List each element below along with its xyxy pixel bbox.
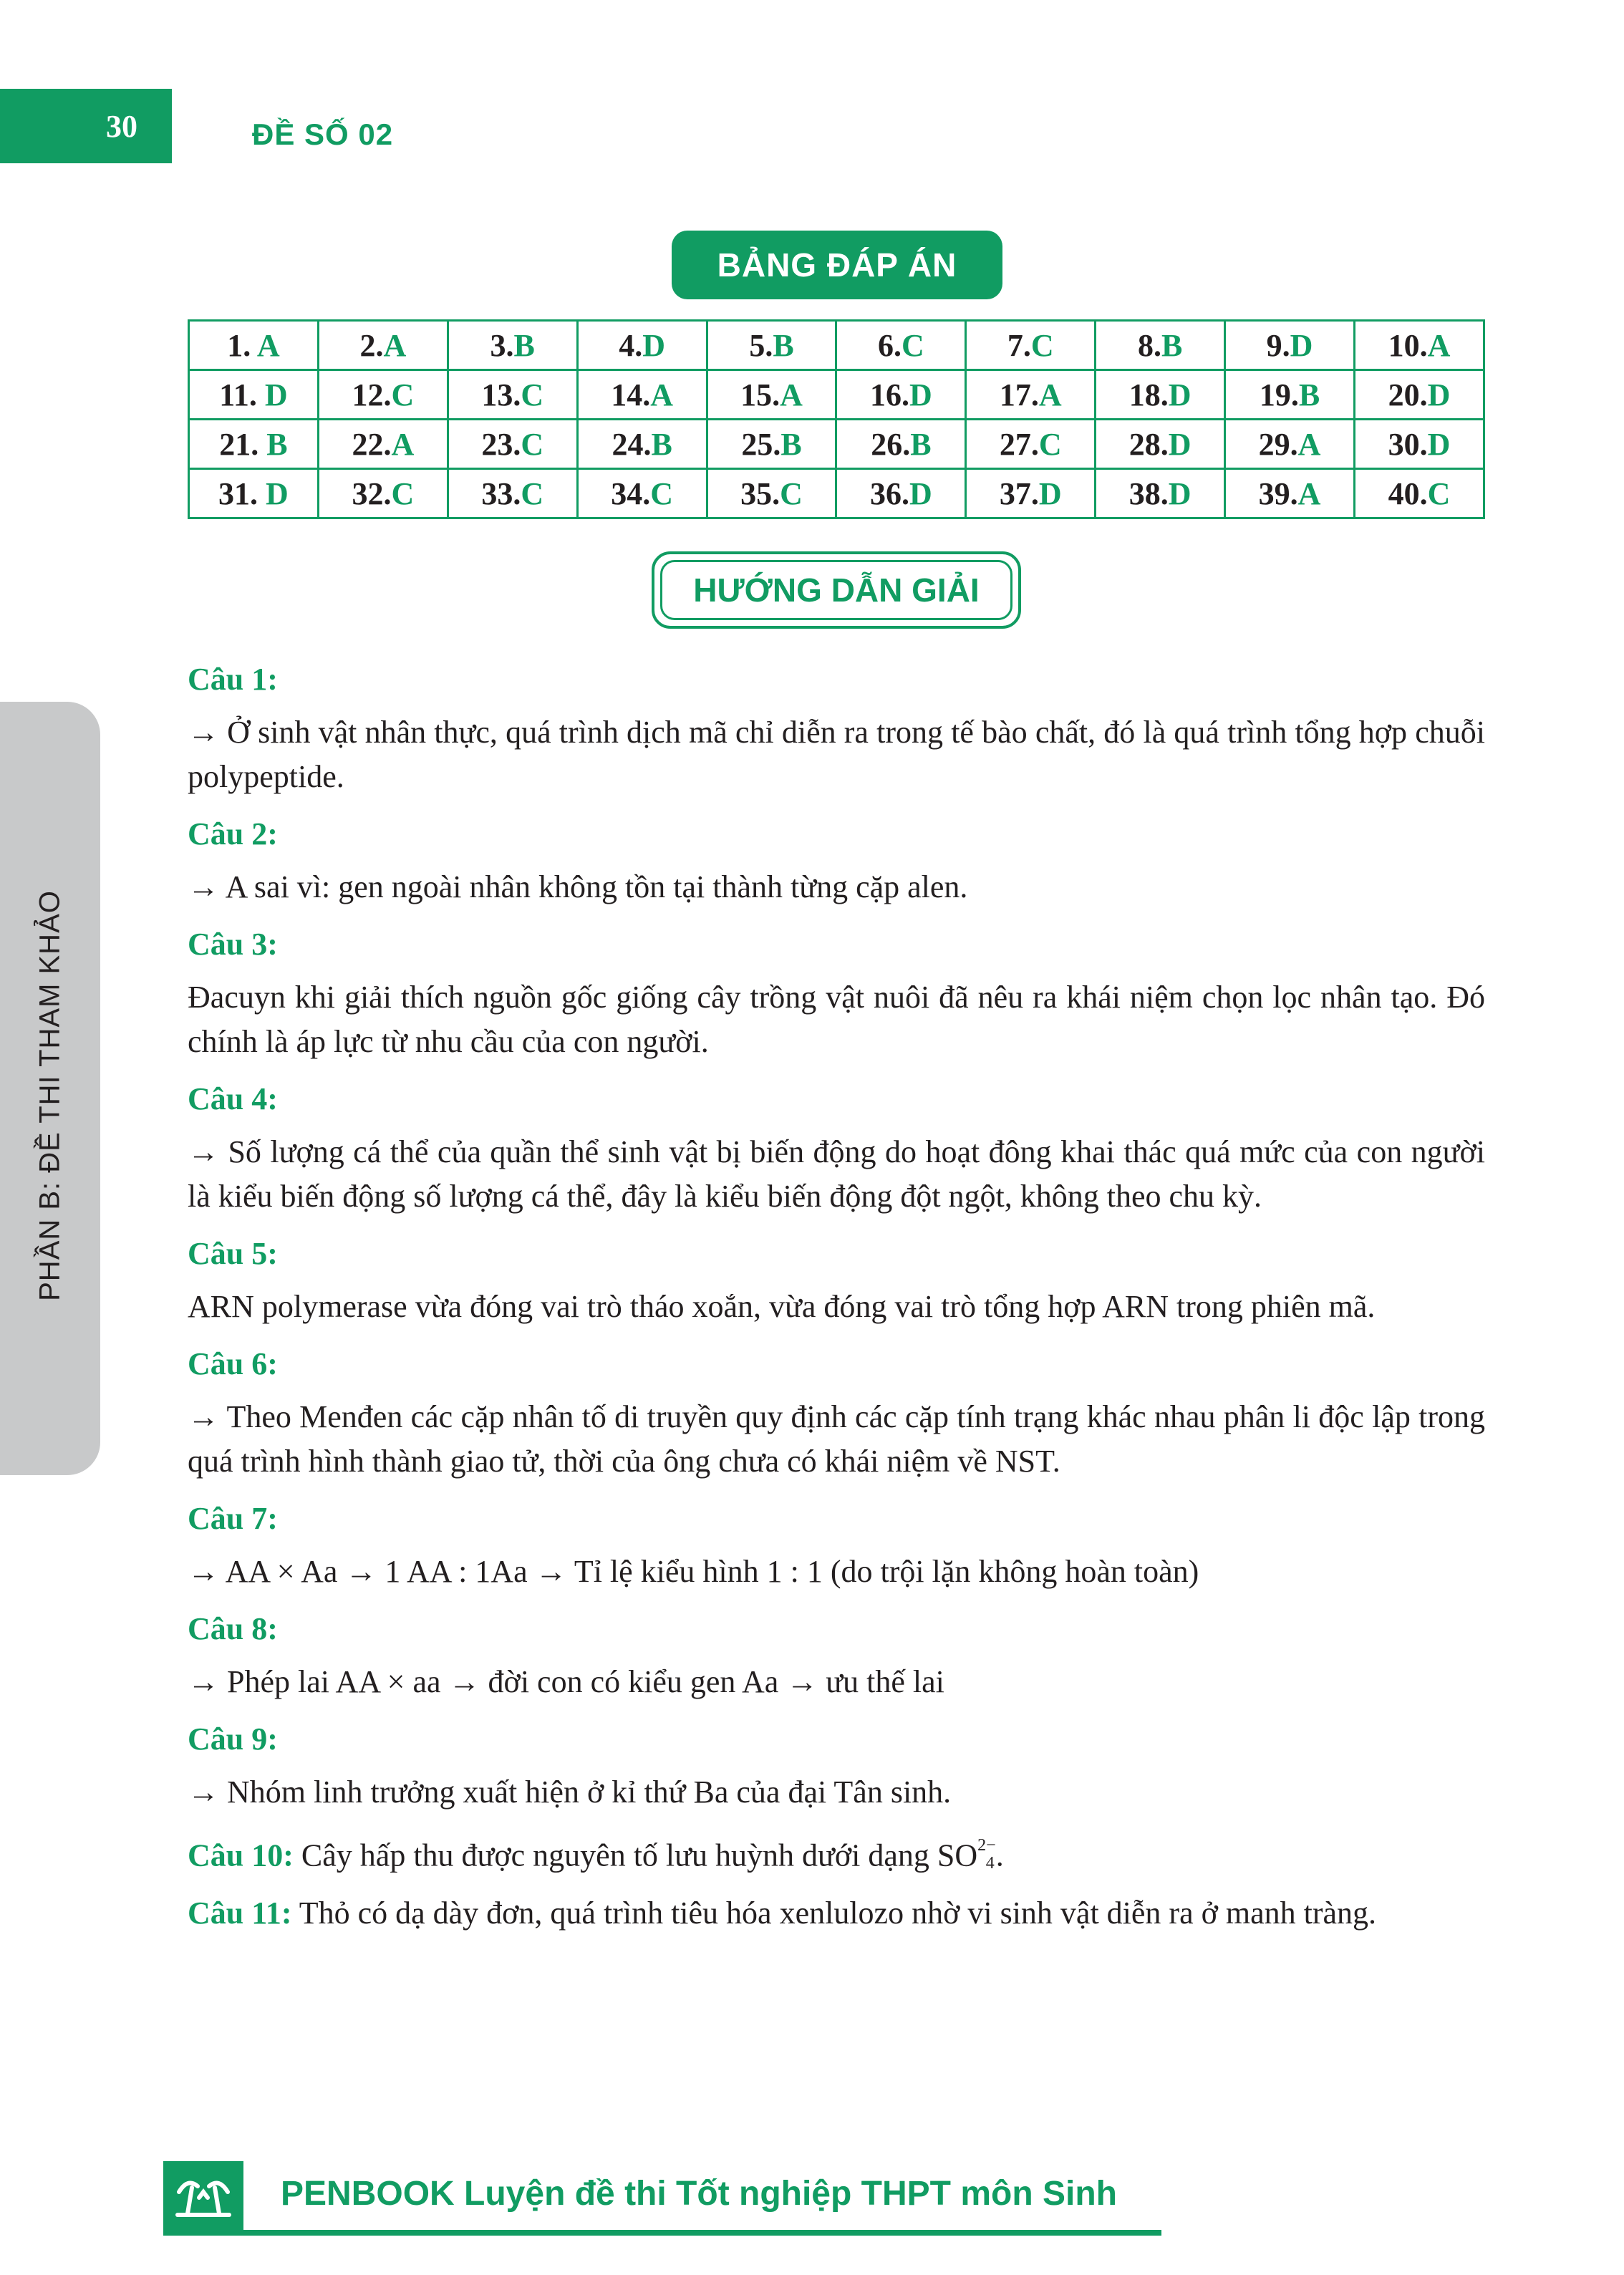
answer-cell bbox=[577, 370, 707, 420]
answer-cell bbox=[448, 469, 577, 518]
answer-letter: D bbox=[1427, 426, 1451, 462]
question-answer: → Theo Menđen các cặp nhân tố di truyền quy định các cặp tính trạng khác nhau phân li độc lập trong quá trình hình thành giao tử, thời của ông chưa có khái niệm về NST. bbox=[188, 1399, 1485, 1479]
question-number: 10. bbox=[1388, 327, 1428, 363]
answer-cell bbox=[966, 321, 1096, 370]
exam-title: ĐỀ SỐ 02 bbox=[252, 117, 394, 151]
answer-cell bbox=[836, 420, 966, 469]
answer-letter: B bbox=[910, 426, 932, 462]
page-number: 30 bbox=[0, 89, 172, 163]
sulfate-formula bbox=[937, 1827, 996, 1878]
answer-letter: D bbox=[1168, 426, 1192, 462]
question-title: Câu 2: bbox=[188, 816, 278, 851]
question-answer: ARN polymerase vừa đóng vai trò tháo xoắn, vừa đóng vai trò tổng hợp ARN trong phiên mã. bbox=[188, 1289, 1376, 1324]
question-answer: → Ở sinh vật nhân thực, quá trình dịch mã chỉ diễn ra trong tế bào chất, đó là quá trình tổng hợp chuỗi polypeptide. bbox=[188, 715, 1485, 794]
answer-letter: A bbox=[650, 377, 673, 412]
answer-cell bbox=[1096, 420, 1225, 469]
question-number: 26. bbox=[871, 426, 911, 462]
question-number: 18. bbox=[1128, 377, 1169, 412]
answer-cell bbox=[448, 420, 577, 469]
question-title: Câu 7: bbox=[188, 1501, 278, 1536]
question-number: 3. bbox=[490, 327, 514, 363]
question-number: 17. bbox=[999, 377, 1039, 412]
answer-cell bbox=[189, 370, 319, 420]
question-number: 39. bbox=[1258, 475, 1298, 511]
answer-key-heading: BẢNG ĐÁP ÁN bbox=[672, 231, 1002, 299]
formula-subscript: 4 bbox=[985, 1853, 995, 1873]
answer-cell bbox=[836, 469, 966, 518]
question-number: 24. bbox=[612, 426, 652, 462]
answer-letter: A bbox=[256, 327, 280, 363]
answer-letter: C bbox=[1030, 327, 1054, 363]
answer-letter: D bbox=[1038, 475, 1062, 511]
question-number: 4. bbox=[619, 327, 643, 363]
answer-cell bbox=[1355, 370, 1484, 420]
question-title: Câu 8: bbox=[188, 1611, 278, 1646]
answer-cell bbox=[707, 469, 836, 518]
answer-row bbox=[189, 321, 1484, 370]
answer-cell bbox=[1355, 321, 1484, 370]
answer-letter: A bbox=[1038, 377, 1062, 412]
question-10 bbox=[188, 1827, 1485, 1878]
answer-cell bbox=[189, 420, 319, 469]
answer-row bbox=[189, 370, 1484, 420]
answer-cell bbox=[577, 469, 707, 518]
answer-cell bbox=[577, 420, 707, 469]
answer-cell bbox=[1096, 469, 1225, 518]
answer-letter: A bbox=[383, 327, 407, 363]
answer-letter: B bbox=[773, 327, 794, 363]
penbook-logo-icon bbox=[163, 2161, 243, 2230]
answer-letter: C bbox=[521, 426, 544, 462]
answer-letter: C bbox=[902, 327, 924, 363]
question-number: 13. bbox=[481, 377, 521, 412]
question-answer: → Nhóm linh trưởng xuất hiện ở kỉ thứ Ba của đại Tân sinh. bbox=[188, 1774, 952, 1810]
answer-cell bbox=[966, 420, 1096, 469]
question-number: 16. bbox=[870, 377, 909, 412]
answer-cell bbox=[189, 321, 319, 370]
question-number: 20. bbox=[1388, 377, 1428, 412]
formula-charge: 2− bbox=[977, 1836, 996, 1855]
answer-letter: D bbox=[909, 475, 932, 511]
answer-letter: D bbox=[1290, 327, 1313, 363]
question-answer: → Phép lai AA × aa → đời con có kiểu gen Aa → ưu thế lai bbox=[188, 1664, 944, 1699]
question-answer: → Số lượng cá thể của quần thể sinh vật bị biến động do hoạt đông khai thác quá mức của con người là kiểu biến động số lượng cá thể, đây là kiểu biến động đột ngột, không theo chu kỳ. bbox=[188, 1134, 1485, 1214]
answer-table bbox=[188, 319, 1485, 519]
question-number: 21. bbox=[219, 426, 267, 462]
answer-cell bbox=[1225, 370, 1355, 420]
answer-letter: C bbox=[521, 377, 544, 412]
answer-letter: C bbox=[650, 475, 673, 511]
answer-cell bbox=[1096, 321, 1225, 370]
question-number: 6. bbox=[878, 327, 902, 363]
question-number: 33. bbox=[481, 475, 521, 511]
question-number: 12. bbox=[352, 377, 392, 412]
solution-content bbox=[188, 644, 1485, 1936]
answer-letter: C bbox=[1038, 426, 1062, 462]
answer-cell bbox=[1355, 420, 1484, 469]
question-number: 30. bbox=[1388, 426, 1428, 462]
question-title: Câu 6: bbox=[188, 1346, 278, 1381]
answer-letter: C bbox=[391, 377, 415, 412]
guide-heading-frame bbox=[652, 551, 1021, 629]
answer-letter: C bbox=[780, 475, 803, 511]
question-answer: Thỏ có dạ dày đơn, quá trình tiêu hóa xenlulozo nhờ vi sinh vật diễn ra ở manh tràng. bbox=[299, 1895, 1377, 1931]
question-number: 15. bbox=[740, 377, 780, 412]
question-number: 31. bbox=[218, 475, 266, 511]
question-number: 14. bbox=[611, 377, 651, 412]
answer-cell bbox=[1355, 469, 1484, 518]
side-tab-label: PHẦN B: ĐỀ THI THAM KHẢO bbox=[34, 890, 66, 1301]
answer-letter: D bbox=[909, 377, 932, 412]
answer-cell bbox=[318, 370, 448, 420]
answer-letter: D bbox=[1168, 475, 1192, 511]
question-number: 11. bbox=[219, 377, 265, 412]
answer-cell bbox=[836, 321, 966, 370]
question-number: 8. bbox=[1138, 327, 1161, 363]
question-number: 28. bbox=[1128, 426, 1169, 462]
question-number: 29. bbox=[1258, 426, 1298, 462]
question-title: Câu 1: bbox=[188, 662, 278, 697]
answer-cell bbox=[836, 370, 966, 420]
question-number: 7. bbox=[1007, 327, 1031, 363]
answer-letter: D bbox=[266, 475, 289, 511]
question-number: 34. bbox=[611, 475, 651, 511]
answer-letter: D bbox=[1427, 377, 1451, 412]
question-number: 1. bbox=[227, 327, 257, 363]
answer-letter: A bbox=[780, 377, 803, 412]
answer-cell bbox=[707, 370, 836, 420]
question-answer: Cây hấp thu được nguyên tố lưu huỳnh dưới dạng bbox=[301, 1837, 929, 1873]
answer-letter: C bbox=[521, 475, 544, 511]
question-number: 22. bbox=[352, 426, 392, 462]
answer-cell bbox=[318, 420, 448, 469]
answer-cell bbox=[448, 370, 577, 420]
answer-letter: C bbox=[1427, 475, 1451, 511]
question-number: 37. bbox=[999, 475, 1039, 511]
answer-letter: B bbox=[513, 327, 535, 363]
answer-letter: A bbox=[1297, 426, 1321, 462]
question-number: 27. bbox=[999, 426, 1039, 462]
answer-letter: D bbox=[264, 377, 288, 412]
question-number: 9. bbox=[1266, 327, 1290, 363]
question-number: 36. bbox=[870, 475, 909, 511]
answer-cell bbox=[707, 420, 836, 469]
answer-letter: B bbox=[266, 426, 288, 462]
answer-cell bbox=[1225, 469, 1355, 518]
answer-row bbox=[189, 420, 1484, 469]
question-number: 19. bbox=[1259, 377, 1299, 412]
answer-letter: A bbox=[1297, 475, 1321, 511]
question-title: Câu 10: bbox=[188, 1837, 294, 1873]
question-title: Câu 5: bbox=[188, 1236, 278, 1271]
question-number: 25. bbox=[741, 426, 781, 462]
question-title: Câu 9: bbox=[188, 1721, 278, 1757]
answer-cell bbox=[966, 469, 1096, 518]
answer-letter: D bbox=[642, 327, 665, 363]
answer-letter: A bbox=[391, 426, 415, 462]
answer-letter: B bbox=[780, 426, 802, 462]
answer-cell bbox=[707, 321, 836, 370]
question-title: Câu 4: bbox=[188, 1081, 278, 1116]
answer-letter: D bbox=[1168, 377, 1192, 412]
answer-cell bbox=[448, 321, 577, 370]
question-number: 38. bbox=[1128, 475, 1169, 511]
sentence-end: . bbox=[995, 1837, 1004, 1873]
question-number: 2. bbox=[359, 327, 384, 363]
answer-cell bbox=[318, 469, 448, 518]
answer-cell bbox=[577, 321, 707, 370]
answer-cell bbox=[1225, 420, 1355, 469]
question-answer: → A sai vì: gen ngoài nhân không tồn tại thành từng cặp alen. bbox=[188, 869, 968, 904]
answer-row bbox=[189, 469, 1484, 518]
answer-letter: A bbox=[1427, 327, 1451, 363]
question-answer: → AA × Aa → 1 AA : 1Aa → Tỉ lệ kiểu hình 1 : 1 (do trội lặn không hoàn toàn) bbox=[188, 1554, 1199, 1589]
question-number: 40. bbox=[1388, 475, 1428, 511]
question-answer: Đacuyn khi giải thích nguồn gốc giống cây trồng vật nuôi đã nêu ra khái niệm chọn lọc nhân tạo. Đó chính là áp lực từ nhu cầu của con người. bbox=[188, 980, 1485, 1059]
answer-cell bbox=[318, 321, 448, 370]
question-number: 23. bbox=[481, 426, 521, 462]
question-number: 35. bbox=[740, 475, 780, 511]
guide-heading: HƯỚNG DẪN GIẢI bbox=[660, 560, 1012, 620]
question-number: 32. bbox=[352, 475, 392, 511]
answer-letter: B bbox=[651, 426, 672, 462]
question-title: Câu 3: bbox=[188, 927, 278, 962]
answer-letter: C bbox=[391, 475, 415, 511]
formula-base: SO bbox=[937, 1837, 978, 1873]
answer-cell bbox=[189, 469, 319, 518]
footer-rule bbox=[163, 2230, 1161, 2236]
question-title: Câu 11: bbox=[188, 1895, 292, 1931]
footer-title: PENBOOK Luyện đề thi Tốt nghiệp THPT môn Sinh bbox=[281, 2175, 1117, 2213]
answer-cell bbox=[1096, 370, 1225, 420]
question-number: 5. bbox=[749, 327, 773, 363]
answer-letter: B bbox=[1161, 327, 1183, 363]
question-11 bbox=[188, 1891, 1485, 1936]
answer-letter: B bbox=[1298, 377, 1320, 412]
answer-cell bbox=[966, 370, 1096, 420]
answer-cell bbox=[1225, 321, 1355, 370]
